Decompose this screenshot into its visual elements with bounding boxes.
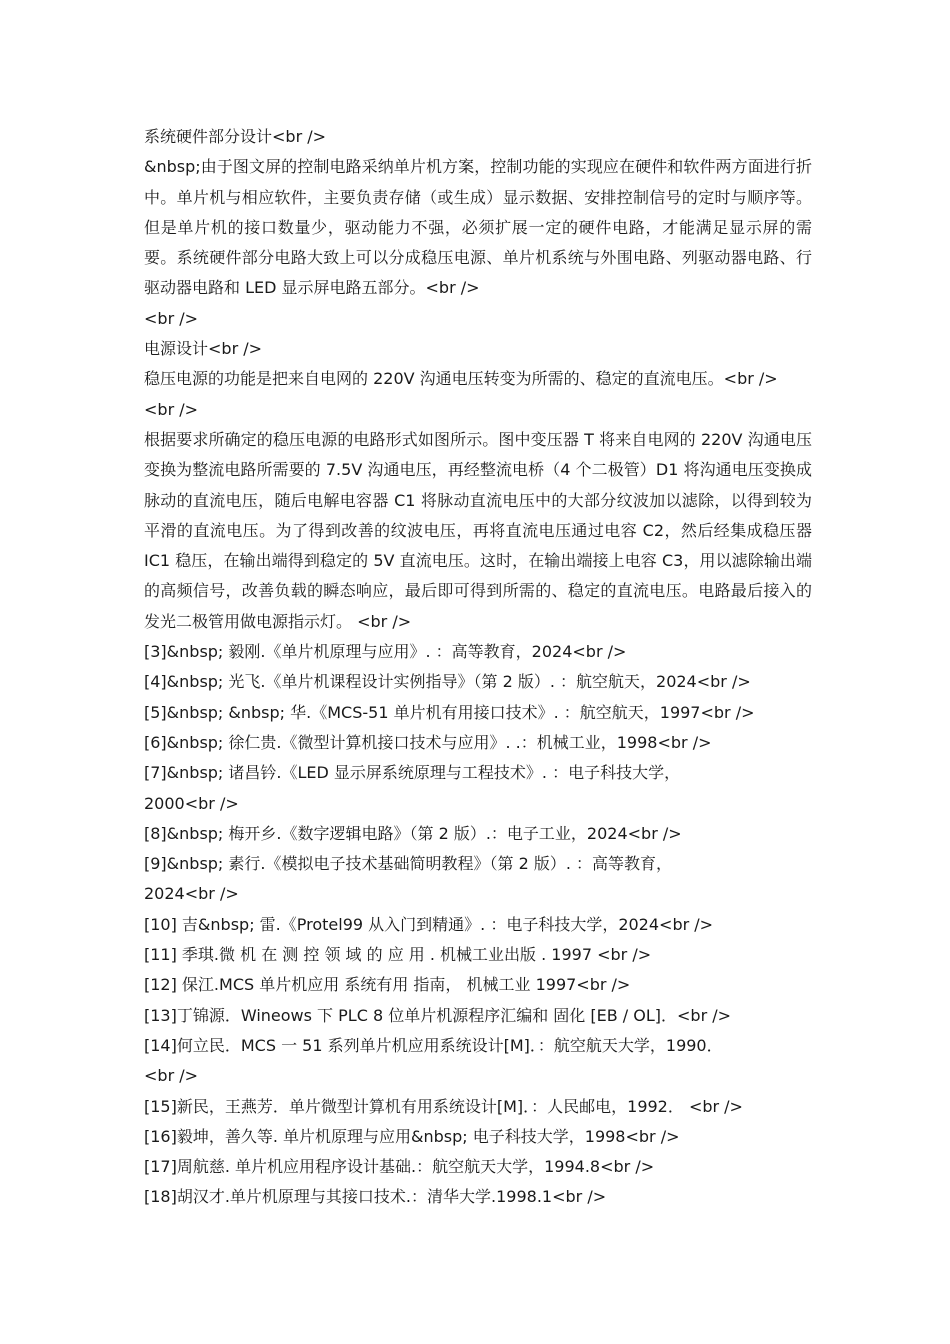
reference-item: [14]何立民．MCS 一 51 系列单片机应用系统设计[M]．：航空航天大学，1990． [144, 1035, 723, 1055]
reference-item: <br /> [144, 1066, 199, 1086]
reference-item: [5]&nbsp; &nbsp; 华.《MCS-51 单片机有用接口技术》. ：航空航天，1997<br /> [144, 702, 755, 722]
reference-item: [11] 季琪.微 机 在 测 控 领 域 的 应 用 . 机械工业出版 . 1997 <br /> [144, 945, 652, 965]
reference-item: [16]毅坤，善久等. 单片机原理与应用&nbsp; 电子科技大学，1998<br /> [144, 1126, 680, 1146]
reference-item: [10] 吉&nbsp; 雷.《Protel99 从入门到精通》. ：电子科技大学，2024<br /> [144, 914, 714, 934]
reference-item: 2024<br /> [144, 884, 239, 904]
line-break-text: <br /> [144, 308, 199, 328]
paragraph-power-circuit: 根据要求所确定的稳压电源的电路形式如图所示。图中变压器 T 将来自电网的 220V 沟通电压变换为整流电路所需要的 7.5V 沟通电压，再经整流电桥（4 个二极管）D1 将沟通电压变换成脉动的直流电压，随后电解电容器 C1 将脉动直流电压中的大部分纹波加以滤除，以得到较为平滑的直流电压。为了得到改善的纹波电压，再将直流电压通过电容 C2，然后经集成稳压器 IC1 稳压，在输出端得到稳定的 5V 直流电压。这时，在输出端接上电容 C3，用以滤除输出端的高频信号，改善负载的瞬态响应，最后即可得到所需的、稳定的直流电压。电路最后接入的发光二极管用做电源指示灯。 <br /> [144, 429, 812, 631]
section-heading-power: 电源设计<br /> [144, 339, 263, 359]
reference-item: [3]&nbsp; 毅刚.《单片机原理与应用》. ：高等教育，2024<br /> [144, 642, 627, 662]
reference-item: [4]&nbsp; 光飞.《单片机课程设计实例指导》（第 2 版）. ：航空航天，2024<br /> [144, 672, 751, 692]
line-break-text: <br /> [144, 399, 199, 419]
reference-item: [6]&nbsp; 徐仁贵.《微型计算机接口技术与应用》. .：机械工业，1998<br /> [144, 732, 712, 752]
reference-item: 2000<br /> [144, 793, 239, 813]
reference-item: [9]&nbsp; 素行.《模拟电子技术基础简明教程》（第 2 版）. ：高等教育， [144, 854, 673, 874]
reference-item: [17]周航慈. 单片机应用程序设计基础.：航空航天大学，1994.8<br /> [144, 1157, 655, 1177]
reference-item: [8]&nbsp; 梅开乡.《数字逻辑电路》（第 2 版）.：电子工业，2024<br /> [144, 823, 682, 843]
reference-item: [15]新民，王燕芳．单片微型计算机有用系统设计[M]．：人民邮电，1992． <br /> [144, 1096, 743, 1116]
reference-list [144, 637, 812, 1213]
reference-item: [13]丁锦源．Wineows 下 PLC 8 位单片机源程序汇编和 固化 [EB / OL]．<br /> [144, 1005, 732, 1025]
paragraph-power-function: 稳压电源的功能是把来自电网的 220V 沟通电压转变为所需的、稳定的直流电压。<br /> [144, 369, 778, 389]
document-body [144, 122, 812, 1213]
reference-item: [12] 保江.MCS 单片机应用 系统有用 指南， 机械工业 1997<br /> [144, 975, 631, 995]
paragraph-hardware: &nbsp;由于图文屏的控制电路采纳单片机方案，控制功能的实现应在硬件和软件两方面进行折中。单片机与相应软件，主要负责存储（或生成）显示数据、安排控制信号的定时与顺序等。但是单片机的接口数量少，驱动能力不强，必须扩展一定的硬件电路，才能满足显示屏的需要。系统硬件部分电路大致上可以分成稳压电源、单片机系统与外围电路、列驱动器电路、行驱动器电路和 LED 显示屏电路五部分。<br /> [144, 157, 812, 298]
reference-item: [7]&nbsp; 诸昌钤.《LED 显示屏系统原理与工程技术》. ：电子科技大学， [144, 763, 681, 783]
reference-item: [18]胡汉才.单片机原理与其接口技术.：清华大学.1998.1<br /> [144, 1187, 607, 1207]
section-heading-hardware: 系统硬件部分设计<br /> [144, 127, 327, 146]
